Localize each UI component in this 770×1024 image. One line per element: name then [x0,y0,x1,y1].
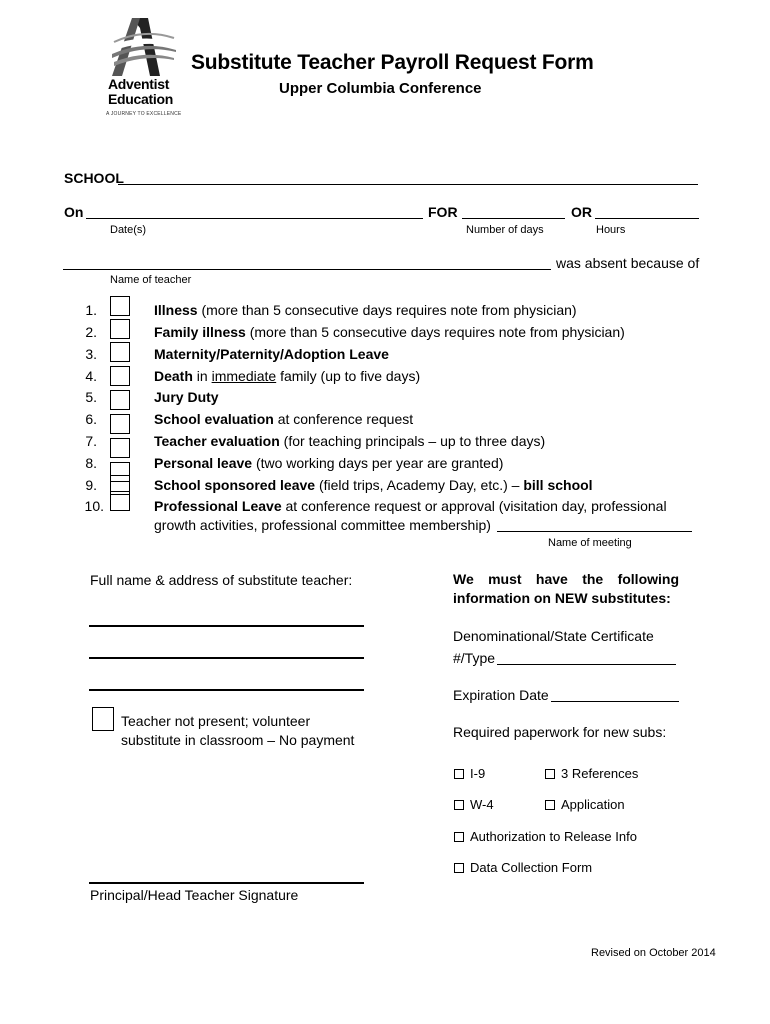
checklist-application[interactable]: Application [545,797,625,812]
checklist-authorization[interactable]: Authorization to Release Info [454,829,637,844]
reason-number: 8. [85,455,97,471]
reason-item-1: Illness (more than 5 consecutive days requires note from physician) [154,302,577,318]
reason-checkbox-3[interactable] [110,342,130,362]
volunteer-line1: Teacher not present; volunteer [121,713,311,729]
days-field[interactable] [462,218,565,219]
checkbox-icon[interactable] [454,832,464,842]
school-label: SCHOOL [64,170,124,186]
reason-checkbox-5[interactable] [110,390,130,410]
adventist-logo-icon [108,14,180,76]
checkbox-icon[interactable] [454,800,464,810]
teacher-caption: Name of teacher [110,274,192,286]
checkbox-icon[interactable] [454,769,464,779]
hours-field[interactable] [595,218,699,219]
reason-checkbox-6[interactable] [110,414,130,434]
reason-number: 1. [85,302,97,318]
reason-checkbox-2[interactable] [110,319,130,339]
volunteer-line2: substitute in classroom – No payment [121,732,355,748]
reason-number: 10. [84,498,104,514]
revised-note: Revised on October 2014 [591,947,716,959]
reason-number: 2. [85,324,97,340]
checklist-references[interactable]: 3 References [545,766,638,781]
logo-tagline: A JOURNEY TO EXCELLENCE [106,111,182,117]
checklist-data-collection[interactable]: Data Collection Form [454,860,592,875]
signature-line[interactable] [89,882,364,884]
checkbox-icon[interactable] [545,769,555,779]
checkbox-icon[interactable] [454,863,464,873]
reason-checkbox-7[interactable] [110,438,130,458]
new-subs-heading-2: information on NEW substitutes: [453,590,671,606]
expiration-field[interactable] [551,701,679,702]
absent-text: was absent because of [556,255,700,271]
substitute-label: Full name & address of substitute teacher: [90,572,353,588]
paperwork-label: Required paperwork for new subs: [453,724,667,740]
reason-number: 4. [85,368,97,384]
reason-checkbox-1[interactable] [110,296,130,316]
reason-item-10: Professional Leave at conference request or approval (visitation day, professional [154,498,667,514]
teacher-name-field[interactable] [63,269,551,270]
page-title: Substitute Teacher Payroll Request Form [191,51,594,74]
reason-checkbox-10[interactable] [110,491,130,511]
reason-number: 9. [85,477,97,493]
logo-line1: Adventist [108,76,170,92]
dates-field[interactable] [86,218,423,219]
checklist-i9[interactable]: I-9 [454,766,485,781]
on-label: On [64,204,84,220]
substitute-line-2[interactable] [89,657,364,659]
checkbox-icon[interactable] [545,800,555,810]
meeting-name-field[interactable] [497,531,692,532]
reason-item-5: Jury Duty [154,389,219,405]
page-subtitle: Upper Columbia Conference [279,80,482,97]
reason-number: 5. [85,389,97,405]
reason-item-9: School sponsored leave (field trips, Academy Day, etc.) – bill school [154,477,593,493]
reason-item-7: Teacher evaluation (for teaching principals – up to three days) [154,433,546,449]
logo-line2: Education [108,91,173,107]
new-subs-heading-1: We must have the following [453,571,679,587]
reason-item-4: Death in immediate family (up to five days) [154,368,421,384]
meeting-caption: Name of meeting [548,537,632,549]
reason-item-6: School evaluation at conference request [154,411,414,427]
substitute-line-1[interactable] [89,625,364,627]
for-label: FOR [428,204,458,220]
or-label: OR [571,204,592,220]
reason-item-10-cont: growth activities, professional committee membership) [154,517,491,533]
dates-caption: Date(s) [110,224,147,236]
signature-label: Principal/Head Teacher Signature [90,887,299,903]
hours-caption: Hours [596,224,626,236]
reason-item-3: Maternity/Paternity/Adoption Leave [154,346,389,362]
reason-item-8: Personal leave (two working days per year are granted) [154,455,504,471]
expiration-label: Expiration Date [453,687,549,703]
checklist-w4[interactable]: W-4 [454,797,494,812]
reason-number: 6. [85,411,97,427]
cert-type-field[interactable] [497,664,676,665]
reason-number: 3. [85,346,97,362]
cert-type-label: #/Type [453,650,496,666]
cert-label: Denominational/State Certificate [453,628,654,644]
reason-number: 7. [85,433,97,449]
school-field[interactable] [118,184,698,185]
substitute-line-3[interactable] [89,689,364,691]
volunteer-checkbox[interactable] [92,707,114,731]
reason-item-2: Family illness (more than 5 consecutive days requires note from physician) [154,324,625,340]
days-caption: Number of days [466,224,544,236]
reason-checkbox-4[interactable] [110,366,130,386]
